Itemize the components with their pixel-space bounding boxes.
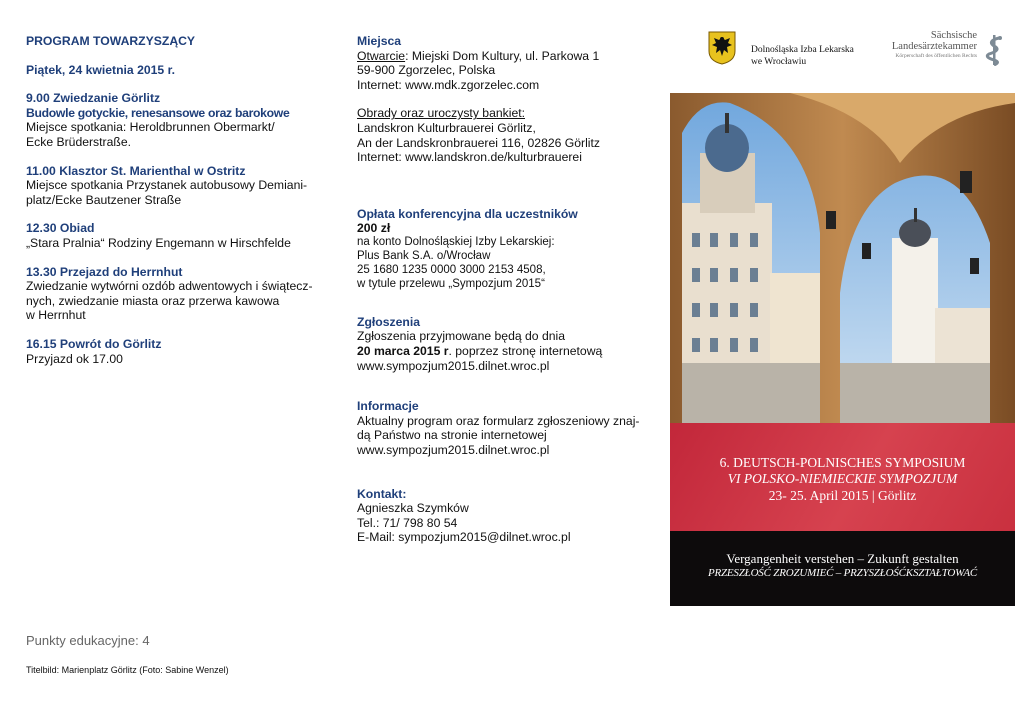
contact-section [357,487,657,545]
opening-line [357,49,657,64]
registration-section [357,315,657,373]
item-line: „Stara Pralnia“ Rodziny Engemann w Hirschfelde [26,235,291,250]
program-date: Piątek, 24 kwietnia 2015 r. [26,62,176,77]
motto-de: Vergangenheit verstehen – Zukunft gestalten [726,551,959,566]
registration-url[interactable]: www.sympozjum2015.dilnet.wroc.pl [357,358,550,373]
registration-line: Zgłoszenia przyjmowane będą do dnia [357,329,565,344]
info-line: dą Państwo na stronie internetowej [357,428,547,443]
photo-illustration [670,93,1015,423]
opening-city: 59-900 Zgorzelec, Polska [357,63,496,78]
fee-section [357,207,657,291]
aesculapian-staff-icon [981,34,1007,66]
item-line: Przyjazd ok 17.00 [26,351,123,366]
item-heading: 9.00 Zwiedzanie Görlitz [26,91,161,106]
motto-pl: PRZESZŁOŚĆ ZROZUMIEĆ – PRZYSZŁOŚĆKSZTAŁTOWAĆ [707,567,978,579]
fee-line: 25 1680 1235 0000 3000 2153 4508, [357,263,546,276]
item-heading: 16.15 Powrót do Görlitz [26,336,162,351]
opening-url[interactable]: Internet: www.mdk.zgorzelec.com [357,77,540,92]
registration-heading: Zgłoszenia [357,314,420,329]
program-item [26,221,326,250]
item-line: Miejsce spotkania Przystanek autobusowy Demiani- [26,178,308,193]
org2-name2: Landesärztekammer [891,41,977,52]
item-subheading: Budowle gotyckie, renesansowe oraz barokowe [26,105,290,120]
org1-line: Dolnośląska Izba Lekarska [751,45,854,55]
contact-heading: Kontakt: [357,486,407,501]
info-heading: Informacje [357,399,419,414]
registration-deadline-line [357,344,657,359]
places-heading: Miejsca [357,34,402,48]
item-heading: 11.00 Klasztor St. Marienthal w Ostritz [26,163,246,178]
eagle-crest-icon [708,31,736,65]
program-item [26,265,326,323]
item-line: platz/Ecke Bautzener Straße [26,192,182,207]
item-line: Zwiedzanie wytwórni ozdób adwentowych i świątecz- [26,279,313,294]
places-section [357,34,657,92]
banquet-address: An der Landskronbrauerei 116, 02826 Görlitz [357,135,600,150]
fee-heading: Opłata konferencyjna dla uczestników [357,206,578,221]
item-heading: 13.30 Przejazd do Herrnhut [26,264,183,279]
program-column [26,34,326,380]
item-heading: 12.30 Obiad [26,221,95,236]
program-item [26,91,326,149]
info-section [357,399,657,457]
info-column [357,34,657,545]
org2-name1: Sächsische [930,30,977,41]
item-line: nych, zwiedzanie miasta oraz przerwa kawowa [26,293,280,308]
contact-name: Agnieszka Szymków [357,501,469,516]
item-line: w Herrnhut [26,308,86,323]
item-line: Miejsce spotkania: Heroldbrunnen Obermarkt/ [26,120,275,135]
banquet-section [357,106,657,164]
title-de: 6. DEUTSCH-POLNISCHES SYMPOSIUM [719,455,966,470]
fee-line: w tytule przelewu „Sympozjum 2015“ [357,277,545,290]
org-lower-silesia [751,44,854,68]
education-points: Punkty edukacyjne: 4 [26,633,150,648]
info-url[interactable]: www.sympozjum2015.dilnet.wroc.pl [357,442,550,457]
banquet-url[interactable]: Internet: www.landskron.de/kulturbrauerei [357,150,582,165]
item-line: Ecke Brüderstraße. [26,134,131,149]
contact-email[interactable]: E-Mail: sympozjum2015@dilnet.wroc.pl [357,530,571,545]
org1-line: we Wrocławiu [751,57,807,67]
registration-rest: . poprzez stronę internetową [448,343,603,358]
motto-band [670,531,1015,606]
banquet-label: Obrady oraz uroczysty bankiet: [357,106,525,121]
org-saxony [883,30,977,60]
fee-line: Plus Bank S.A. o/Wrocław [357,249,491,262]
contact-phone: Tel.: 71/ 798 80 54 [357,515,458,530]
symposium-title-band [670,423,1015,531]
program-item [26,337,326,366]
program-item [26,164,326,208]
opening-address: : Miejski Dom Kultury, ul. Parkowa 1 [405,48,600,63]
fee-line: na konto Dolnośląskiej Izby Lekarskiej: [357,235,555,248]
info-line: Aktualny program oraz formularz zgłoszeniowy znaj- [357,413,640,428]
marienplatz-photo [670,93,1015,423]
fee-amount: 200 zł [357,220,391,235]
photo-caption: Titelbild: Marienplatz Görlitz (Foto: Sabine Wenzel) [26,665,229,675]
banquet-venue: Landskron Kulturbrauerei Görlitz, [357,120,536,135]
program-title: PROGRAM TOWARZYSZĄCY [26,34,196,48]
title-pl: VI POLSKO-NIEMIECKIE SYMPOZJUM [727,471,958,486]
org2-sub: Körperschaft des öffentlichen Rechts [895,53,977,59]
opening-label: Otwarcie [357,48,406,63]
registration-date: 20 marca 2015 r [357,343,449,358]
event-dates: 23- 25. April 2015 | Görlitz [768,488,917,503]
